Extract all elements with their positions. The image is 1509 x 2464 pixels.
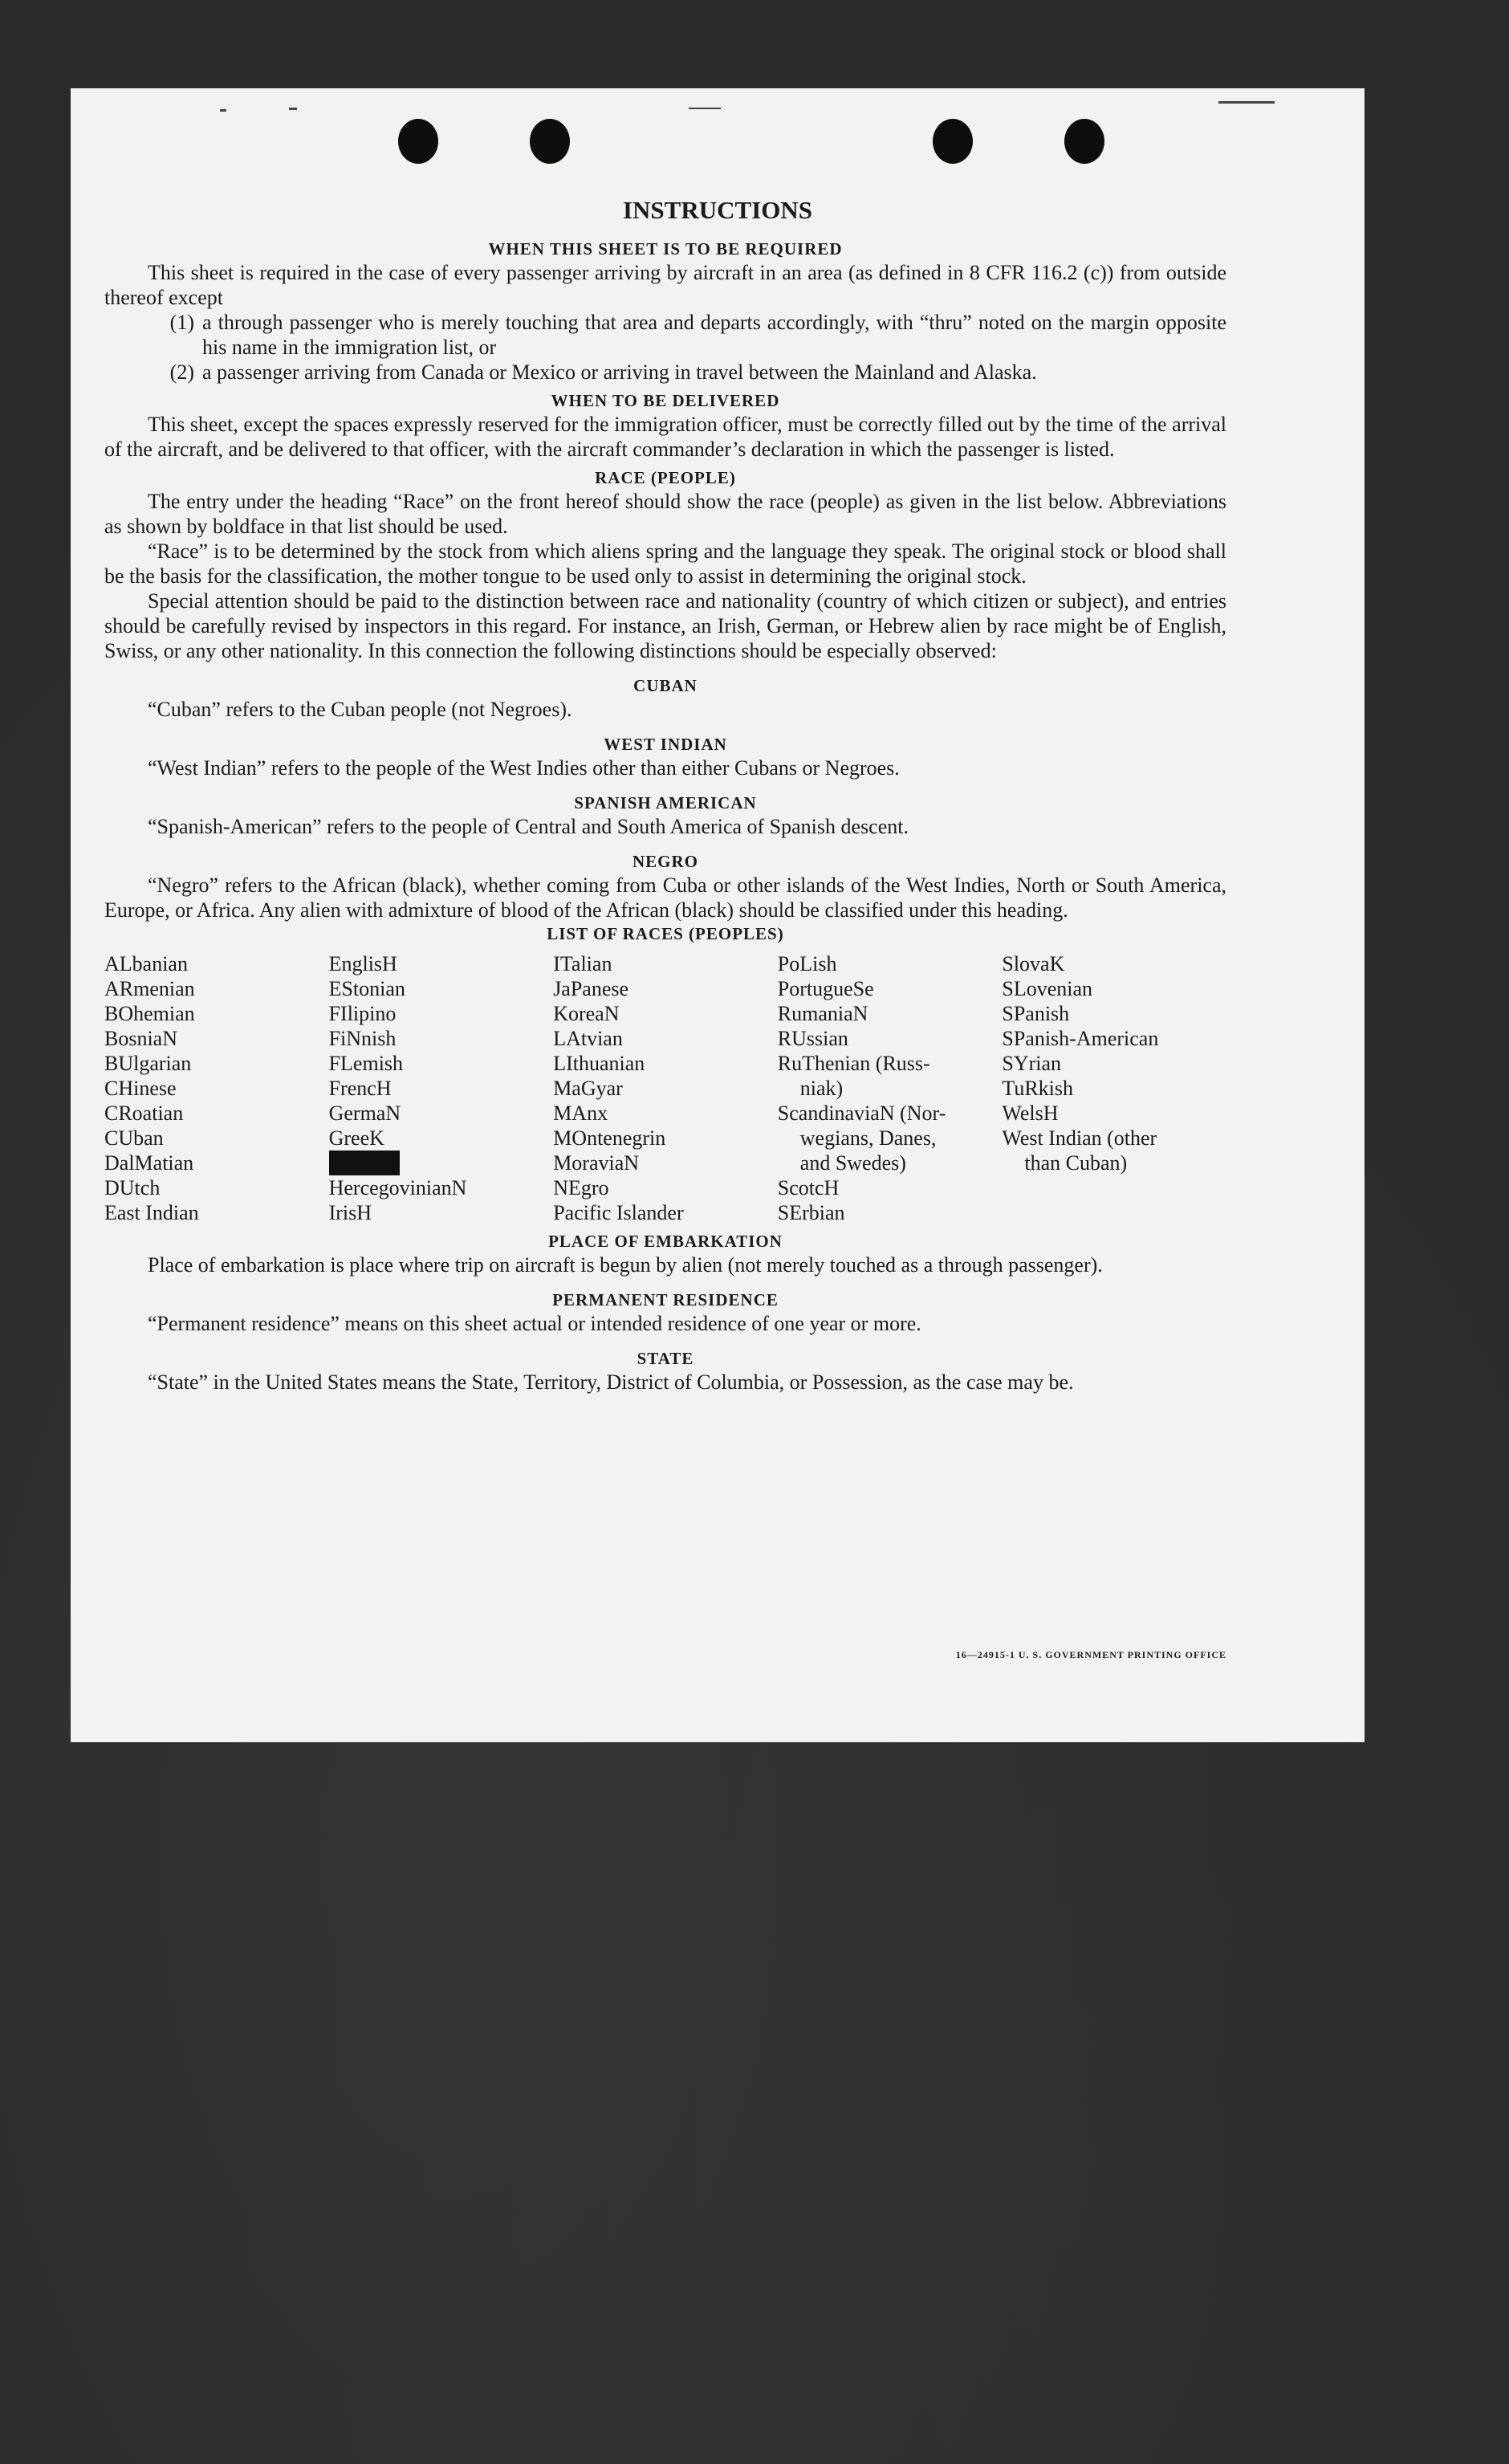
race-entry: PortugueSe: [777, 977, 874, 1000]
item-text: a passenger arriving from Canada or Mexico or arriving in travel between the Mainland and Alaska.: [202, 360, 1037, 384]
races-column: [104, 951, 329, 1225]
races-column: [553, 951, 778, 1225]
race-entry: FIlipino: [328, 1002, 397, 1025]
section-heading: WEST INDIAN: [604, 735, 727, 754]
races-column: [329, 951, 554, 1225]
punch-hole: [398, 119, 438, 164]
race-entry: ScotcH: [777, 1176, 840, 1199]
paragraph: This sheet is required in the case of every passenger arriving by aircraft in an area (as defined in 8 CFR 116.2 (c)) from outside thereof except: [104, 261, 1226, 309]
race-entry-continued: niak): [799, 1077, 844, 1100]
race-entry-continued: and Swedes): [799, 1151, 906, 1175]
race-entry: MAnx: [553, 1102, 608, 1125]
paragraph: “Race” is to be determined by the stock from which aliens spring and the language they speak. The original stock or blood shall be the basis for the classification, the mother tongue to be used only to assist in determining the original stock.: [104, 540, 1226, 588]
race-entry: EStonian: [328, 977, 405, 1000]
paragraph: “State” in the United States means the State, Territory, District of Columbia, or Possession, as the case may be.: [148, 1370, 1074, 1394]
races-column: [778, 951, 1003, 1225]
race-entry: EnglisH: [328, 952, 397, 975]
race-entry: BUlgarian: [104, 1052, 192, 1075]
list-item: [104, 310, 1226, 360]
paragraph: “Permanent residence” means on this sheet actual or intended residence of one year or more.: [148, 1312, 921, 1335]
race-entry: PoLish: [777, 952, 837, 975]
form-code: 16—24915-1 U. S. GOVERNMENT PRINTING OFFICE: [955, 1649, 1226, 1660]
paragraph: “Negro” refers to the African (black), whether coming from Cuba or other islands of the West Indies, North or South America, Europe, or Africa. Any alien with admixture of blood of the African (black) should be classified under this heading.: [104, 874, 1226, 922]
race-entry: [329, 1151, 554, 1175]
race-entry-continued: wegians, Danes,: [799, 1126, 937, 1150]
race-entry: RUssian: [777, 1027, 848, 1050]
race-entry: HercegovinianN: [328, 1176, 467, 1199]
item-text: a through passenger who is merely touching that area and departs accordingly, with “thru” noted on the margin opposite his name in the immigration list, or: [202, 311, 1226, 359]
race-entry: ARmenian: [104, 977, 195, 1000]
race-entry: LIthuanian: [553, 1052, 645, 1075]
race-entry: MaGyar: [553, 1077, 623, 1100]
race-entry: CRoatian: [104, 1102, 184, 1125]
race-entry: IrisH: [328, 1201, 372, 1224]
race-entry: FrencH: [328, 1077, 392, 1100]
section-heading: STATE: [637, 1349, 694, 1368]
race-entry: East Indian: [104, 1201, 199, 1224]
page-title: INSTRUCTIONS: [622, 196, 812, 224]
scan-mark: [689, 108, 721, 109]
document-body: [104, 238, 1226, 1395]
document-sheet: [71, 88, 1365, 1742]
item-number: (2): [169, 360, 194, 384]
race-entry: GermaN: [328, 1102, 401, 1125]
section-heading: WHEN THIS SHEET IS TO BE REQUIRED: [488, 239, 843, 259]
race-entry: RuThenian (Russ-: [777, 1052, 930, 1075]
section-heading: LIST OF RACES (PEOPLES): [547, 924, 784, 943]
race-entry: JaPanese: [553, 977, 629, 1000]
race-entry: West Indian (other: [1002, 1126, 1157, 1150]
scan-mark: [1218, 101, 1275, 104]
section-heading: NEGRO: [632, 852, 698, 871]
race-entry: CUban: [104, 1126, 164, 1150]
item-number: (1): [169, 311, 194, 334]
race-entry: NEgro: [553, 1176, 609, 1199]
punch-hole: [933, 119, 973, 164]
scan-mark: [289, 108, 297, 110]
races-list: [104, 951, 1226, 1225]
race-entry: TuRkish: [1002, 1077, 1074, 1100]
list-item: [104, 360, 1226, 385]
paragraph: “Spanish-American” refers to the people of Central and South America of Spanish descent.: [148, 815, 909, 838]
section-heading: SPANISH AMERICAN: [574, 793, 757, 813]
section-heading: CUBAN: [633, 676, 698, 695]
race-entry: BOhemian: [104, 1002, 195, 1025]
race-entry: FLemish: [328, 1052, 404, 1075]
section-heading: PERMANENT RESIDENCE: [552, 1290, 779, 1309]
race-entry: SPanish: [1002, 1002, 1070, 1025]
race-entry: SlovaK: [1002, 952, 1065, 975]
race-entry: SErbian: [777, 1201, 845, 1224]
race-entry: WelsH: [1002, 1102, 1059, 1125]
punch-hole: [1064, 119, 1104, 164]
race-entry: FiNnish: [328, 1027, 397, 1050]
race-entry: ScandinaviaN (Nor-: [777, 1102, 946, 1125]
paragraph: “Cuban” refers to the Cuban people (not Negroes).: [148, 698, 572, 721]
race-entry: SPanish-American: [1002, 1027, 1159, 1050]
race-entry: DUtch: [104, 1176, 161, 1199]
paragraph: Place of embarkation is place where trip on aircraft is begun by alien (not merely touched as a through passenger).: [148, 1253, 1103, 1277]
paragraph: This sheet, except the spaces expressly reserved for the immigration officer, must be correctly filled out by the time of the arrival of the aircraft, and be delivered to that officer, with the aircraft commander’s declaration in which the passenger is listed.: [104, 413, 1226, 461]
paragraph: Special attention should be paid to the distinction between race and nationality (country of which citizen or subject), and entries should be carefully revised by inspectors in this regard. For instance, an Irish, German, or Hebrew alien by race might be of English, Swiss, or any other nationality. In this connection the following distinctions should be especially observed:: [104, 589, 1226, 662]
race-entry: GreeK: [328, 1126, 384, 1150]
race-entry-smudged: [329, 1151, 400, 1175]
race-entry: SLovenian: [1002, 977, 1093, 1000]
race-entry: ITalian: [553, 952, 612, 975]
race-entry: Pacific Islander: [553, 1201, 684, 1224]
section-heading: WHEN TO BE DELIVERED: [551, 391, 780, 410]
race-entry: RumaniaN: [777, 1002, 868, 1025]
section-heading: RACE (PEOPLE): [595, 468, 736, 487]
race-entry: ALbanian: [104, 952, 188, 975]
race-entry: MOntenegrin: [553, 1126, 666, 1150]
paragraph: “West Indian” refers to the people of the West Indies other than either Cubans or Negroes.: [148, 756, 900, 780]
race-entry-continued: than Cuban): [1024, 1151, 1128, 1175]
punch-hole: [530, 119, 570, 164]
scan-mark: [220, 109, 226, 112]
race-entry: DalMatian: [104, 1151, 194, 1175]
race-entry: SYrian: [1002, 1052, 1062, 1075]
race-entry: CHinese: [104, 1077, 177, 1100]
races-column: [1002, 951, 1226, 1225]
race-entry: KoreaN: [553, 1002, 620, 1025]
race-entry: BosniaN: [104, 1027, 177, 1050]
paragraph: The entry under the heading “Race” on the front hereof should show the race (people) as given in the list below. Abbreviations as shown by boldface in that list should be used.: [104, 490, 1226, 538]
race-entry: MoraviaN: [553, 1151, 640, 1175]
race-entry: LAtvian: [553, 1027, 623, 1050]
section-heading: PLACE OF EMBARKATION: [548, 1232, 783, 1251]
